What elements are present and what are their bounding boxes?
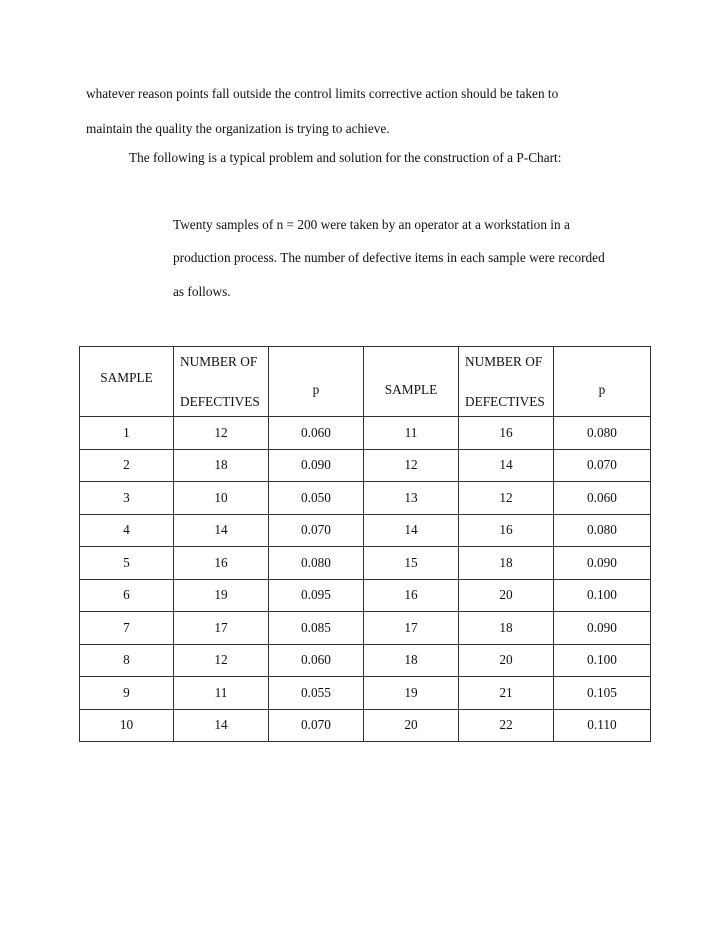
table-row [80, 547, 651, 580]
cell-defectives: 16 [459, 417, 554, 450]
cell-defectives: 12 [174, 417, 269, 450]
cell-defectives: 12 [174, 644, 269, 677]
table-row [80, 514, 651, 547]
cell-sample: 12 [364, 449, 459, 482]
cell-defectives: 12 [459, 482, 554, 515]
cell-p: 0.060 [269, 644, 364, 677]
cell-defectives: 17 [174, 612, 269, 645]
cell-p: 0.080 [554, 514, 651, 547]
cell-p: 0.080 [269, 547, 364, 580]
cell-sample: 1 [80, 417, 174, 450]
cell-sample: 3 [80, 482, 174, 515]
cell-p: 0.050 [269, 482, 364, 515]
cell-defectives: 21 [459, 677, 554, 710]
cell-sample: 16 [364, 579, 459, 612]
header-sample: SAMPLE [80, 347, 174, 417]
cell-p: 0.100 [554, 579, 651, 612]
cell-p: 0.080 [554, 417, 651, 450]
cell-p: 0.095 [269, 579, 364, 612]
cell-sample: 19 [364, 677, 459, 710]
header-p: p [269, 347, 364, 417]
table-row [80, 677, 651, 710]
table-header-row [80, 347, 651, 417]
problem-line: production process. The number of defective items in each sample were recorded [173, 250, 605, 265]
cell-sample: 18 [364, 644, 459, 677]
paragraph-intro: The following is a typical problem and solution for the construction of a P-Chart: [129, 150, 562, 165]
cell-sample: 15 [364, 547, 459, 580]
cell-p: 0.085 [269, 612, 364, 645]
cell-sample: 9 [80, 677, 174, 710]
cell-sample: 11 [364, 417, 459, 450]
cell-sample: 7 [80, 612, 174, 645]
paragraph-line: whatever reason points fall outside the control limits corrective action should be taken to [86, 86, 559, 101]
table-row [80, 612, 651, 645]
table-row [80, 417, 651, 450]
cell-defectives: 16 [174, 547, 269, 580]
header-defectives: NUMBER OF DEFECTIVES [174, 347, 269, 417]
table-row [80, 579, 651, 612]
cell-defectives: 20 [459, 644, 554, 677]
cell-p: 0.105 [554, 677, 651, 710]
cell-p: 0.070 [269, 709, 364, 742]
cell-defectives: 14 [459, 449, 554, 482]
cell-p: 0.100 [554, 644, 651, 677]
cell-defectives: 22 [459, 709, 554, 742]
cell-defectives: 18 [459, 612, 554, 645]
cell-p: 0.090 [554, 547, 651, 580]
cell-sample: 6 [80, 579, 174, 612]
table-row [80, 644, 651, 677]
cell-sample: 5 [80, 547, 174, 580]
cell-p: 0.060 [554, 482, 651, 515]
cell-p: 0.090 [554, 612, 651, 645]
cell-sample: 17 [364, 612, 459, 645]
paragraph-line: maintain the quality the organization is trying to achieve. [86, 121, 390, 136]
table-row [80, 449, 651, 482]
problem-line: Twenty samples of n = 200 were taken by an operator at a workstation in a [173, 217, 570, 232]
table-row [80, 709, 651, 742]
cell-defectives: 20 [459, 579, 554, 612]
cell-defectives: 10 [174, 482, 269, 515]
table-row [80, 482, 651, 515]
cell-defectives: 19 [174, 579, 269, 612]
cell-sample: 8 [80, 644, 174, 677]
cell-defectives: 14 [174, 514, 269, 547]
cell-sample: 4 [80, 514, 174, 547]
header-defectives: NUMBER OF DEFECTIVES [459, 347, 554, 417]
problem-line: as follows. [173, 284, 231, 299]
cell-defectives: 14 [174, 709, 269, 742]
header-sample: SAMPLE [364, 347, 459, 417]
defectives-table [79, 346, 651, 742]
cell-sample: 14 [364, 514, 459, 547]
cell-defectives: 18 [459, 547, 554, 580]
cell-sample: 13 [364, 482, 459, 515]
cell-p: 0.055 [269, 677, 364, 710]
cell-sample: 20 [364, 709, 459, 742]
cell-p: 0.070 [269, 514, 364, 547]
cell-sample: 10 [80, 709, 174, 742]
cell-p: 0.060 [269, 417, 364, 450]
cell-sample: 2 [80, 449, 174, 482]
cell-p: 0.090 [269, 449, 364, 482]
cell-p: 0.110 [554, 709, 651, 742]
cell-p: 0.070 [554, 449, 651, 482]
cell-defectives: 16 [459, 514, 554, 547]
cell-defectives: 18 [174, 449, 269, 482]
cell-defectives: 11 [174, 677, 269, 710]
header-p: p [554, 347, 651, 417]
